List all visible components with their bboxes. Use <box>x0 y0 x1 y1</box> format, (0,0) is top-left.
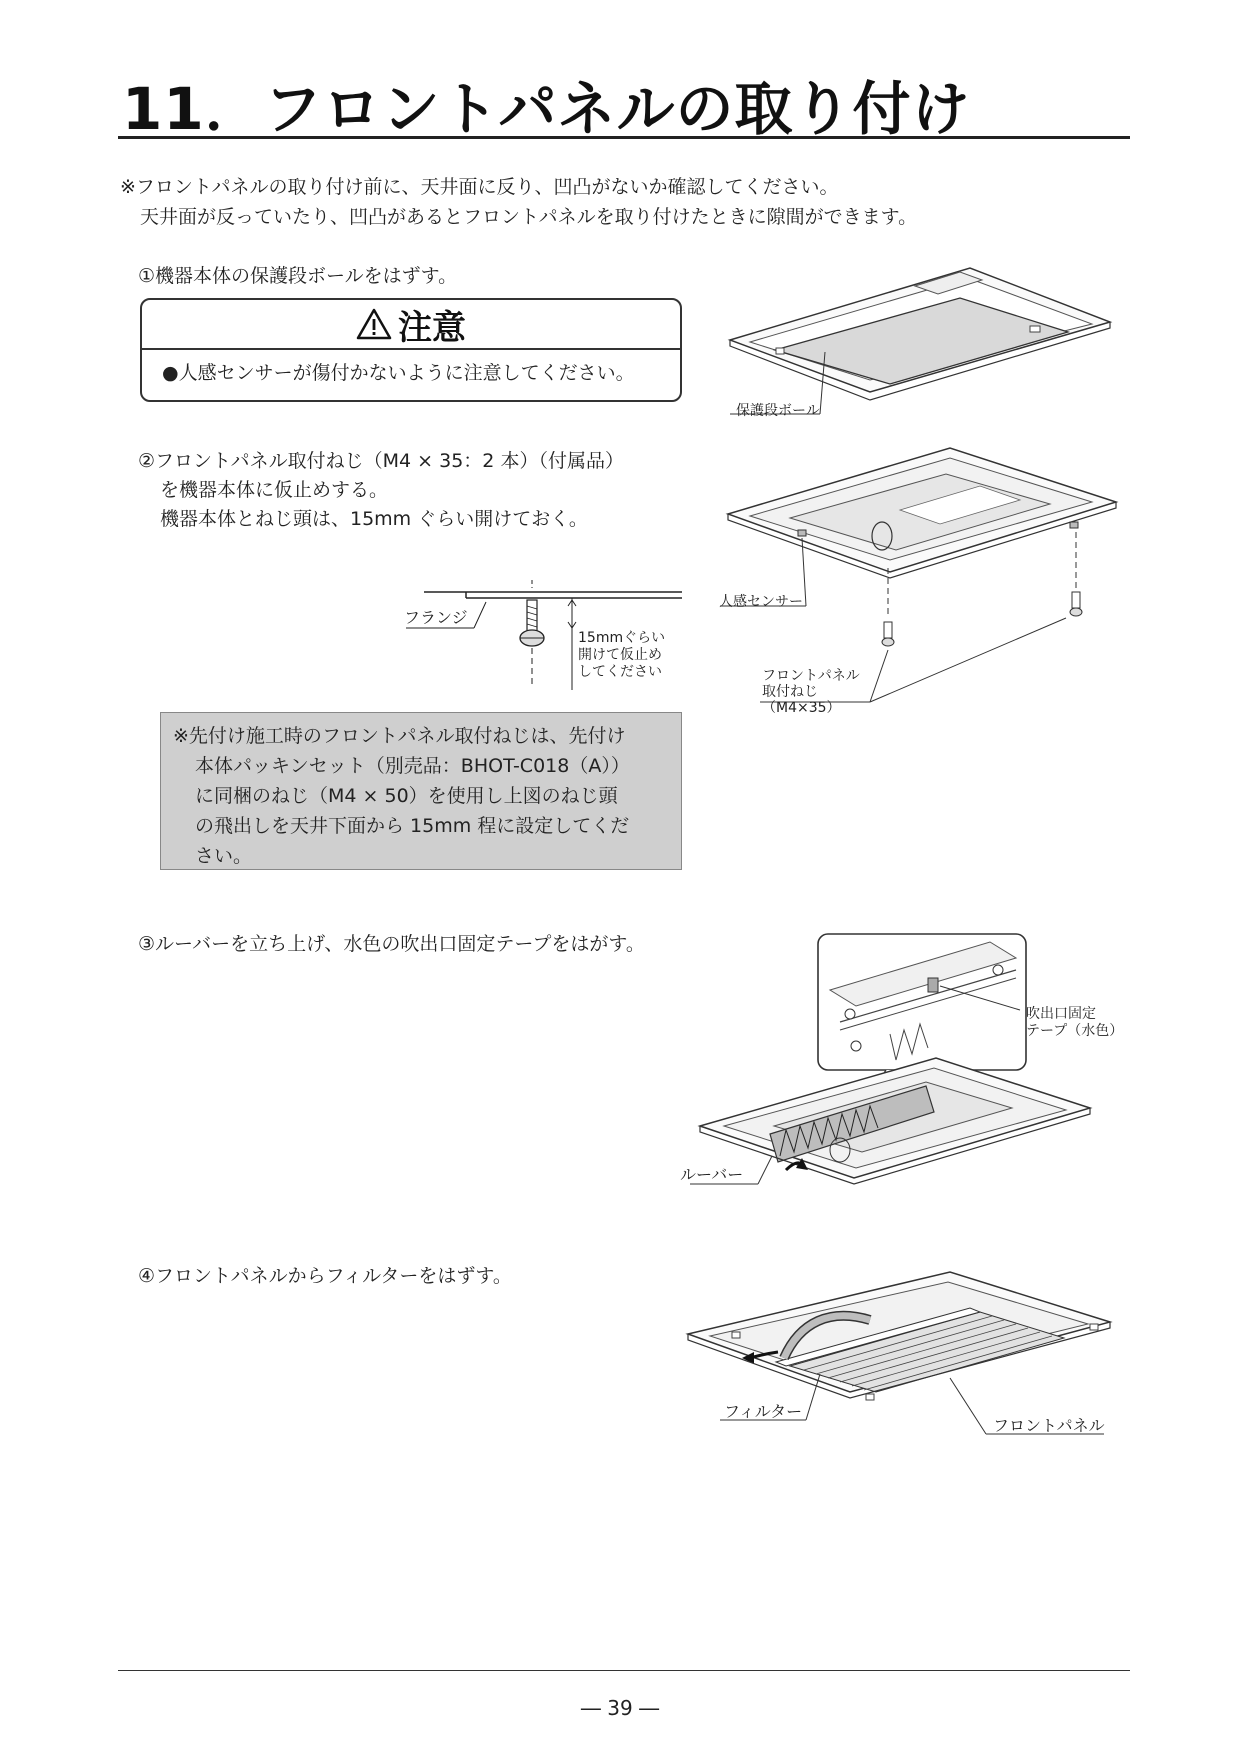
note-box-line-1: ※先付け施工時のフロントパネル取付ねじは、先付け <box>173 725 626 747</box>
step-3-text: ③ルーバーを立ち上げ、水色の吹出口固定テープをはがす。 <box>138 933 645 955</box>
screw-label-line-2: 取付ねじ <box>762 684 818 700</box>
tape-label-line-1: 吹出口固定 <box>1026 1006 1096 1022</box>
outlet-tape-label <box>1026 1006 1123 1040</box>
title-divider <box>118 136 1130 139</box>
mounting-screw-label <box>762 668 860 716</box>
flange-label: フランジ <box>404 608 468 627</box>
note-box-line-5: さい。 <box>195 845 253 867</box>
step-2-line-2: を機器本体に仮止めする。 <box>160 479 389 501</box>
caution-header <box>142 300 680 350</box>
screw-label-line-3: （M4×35） <box>762 700 841 716</box>
caution-title: 注意 <box>398 307 466 348</box>
step-1-text: ①機器本体の保護段ボールをはずす。 <box>138 265 458 287</box>
gap-label-line-3: してください <box>578 664 662 680</box>
footer-divider <box>118 1670 1130 1671</box>
louver-tape-figure <box>690 930 1130 1210</box>
note-box-line-3: に同梱のねじ（M4 × 50）を使用し上図のねじ頭 <box>195 785 618 807</box>
protective-cardboard-label: 保護段ボール <box>736 403 820 419</box>
note-box-line-4: の飛出しを天井下面から 15mm 程に設定してくだ <box>195 815 630 837</box>
step-2-text <box>138 447 624 534</box>
caution-text: ●人感センサーが傷付かないように注意してください。 <box>162 362 635 384</box>
note-box-line-2: 本体パッキンセット（別売品：BHOT-C018（A）） <box>195 755 630 777</box>
front-panel-label: フロントパネル <box>993 1416 1105 1435</box>
sensor-label: 人感センサー <box>719 594 803 610</box>
warning-triangle-icon <box>356 308 392 340</box>
gap-label-line-1: 15mmぐらい <box>578 630 666 646</box>
gap-instruction-label <box>578 630 665 681</box>
step-2-line-1: ②フロントパネル取付ねじ（M4 × 35：2 本）（付属品） <box>138 450 624 472</box>
screw-label-line-1: フロントパネル <box>762 668 860 684</box>
precaution-note-line-2: 天井面が反っていたり、凹凸があるとフロントパネルを取り付けたときに隙間ができます。 <box>140 206 918 228</box>
louver-label: ルーバー <box>680 1165 744 1184</box>
precaution-note <box>120 172 917 232</box>
step-2-line-3: 機器本体とねじ頭は、15mm ぐらい開けておく。 <box>160 508 588 530</box>
page-title: 11．フロントパネルの取り付け <box>122 75 971 143</box>
step-4-text: ④フロントパネルからフィルターをはずす。 <box>138 1265 512 1287</box>
pre-installation-note-box <box>160 712 682 870</box>
filter-label: フィルター <box>724 1402 803 1421</box>
page-number: ― 39 ― <box>580 1696 660 1720</box>
gap-label-line-2: 開けて仮止め <box>578 647 662 663</box>
tape-label-line-2: テープ（水色） <box>1026 1023 1124 1039</box>
caution-box <box>140 298 682 402</box>
precaution-note-line-1: ※フロントパネルの取り付け前に、天井面に反り、凹凸がないか確認してください。 <box>120 176 839 198</box>
